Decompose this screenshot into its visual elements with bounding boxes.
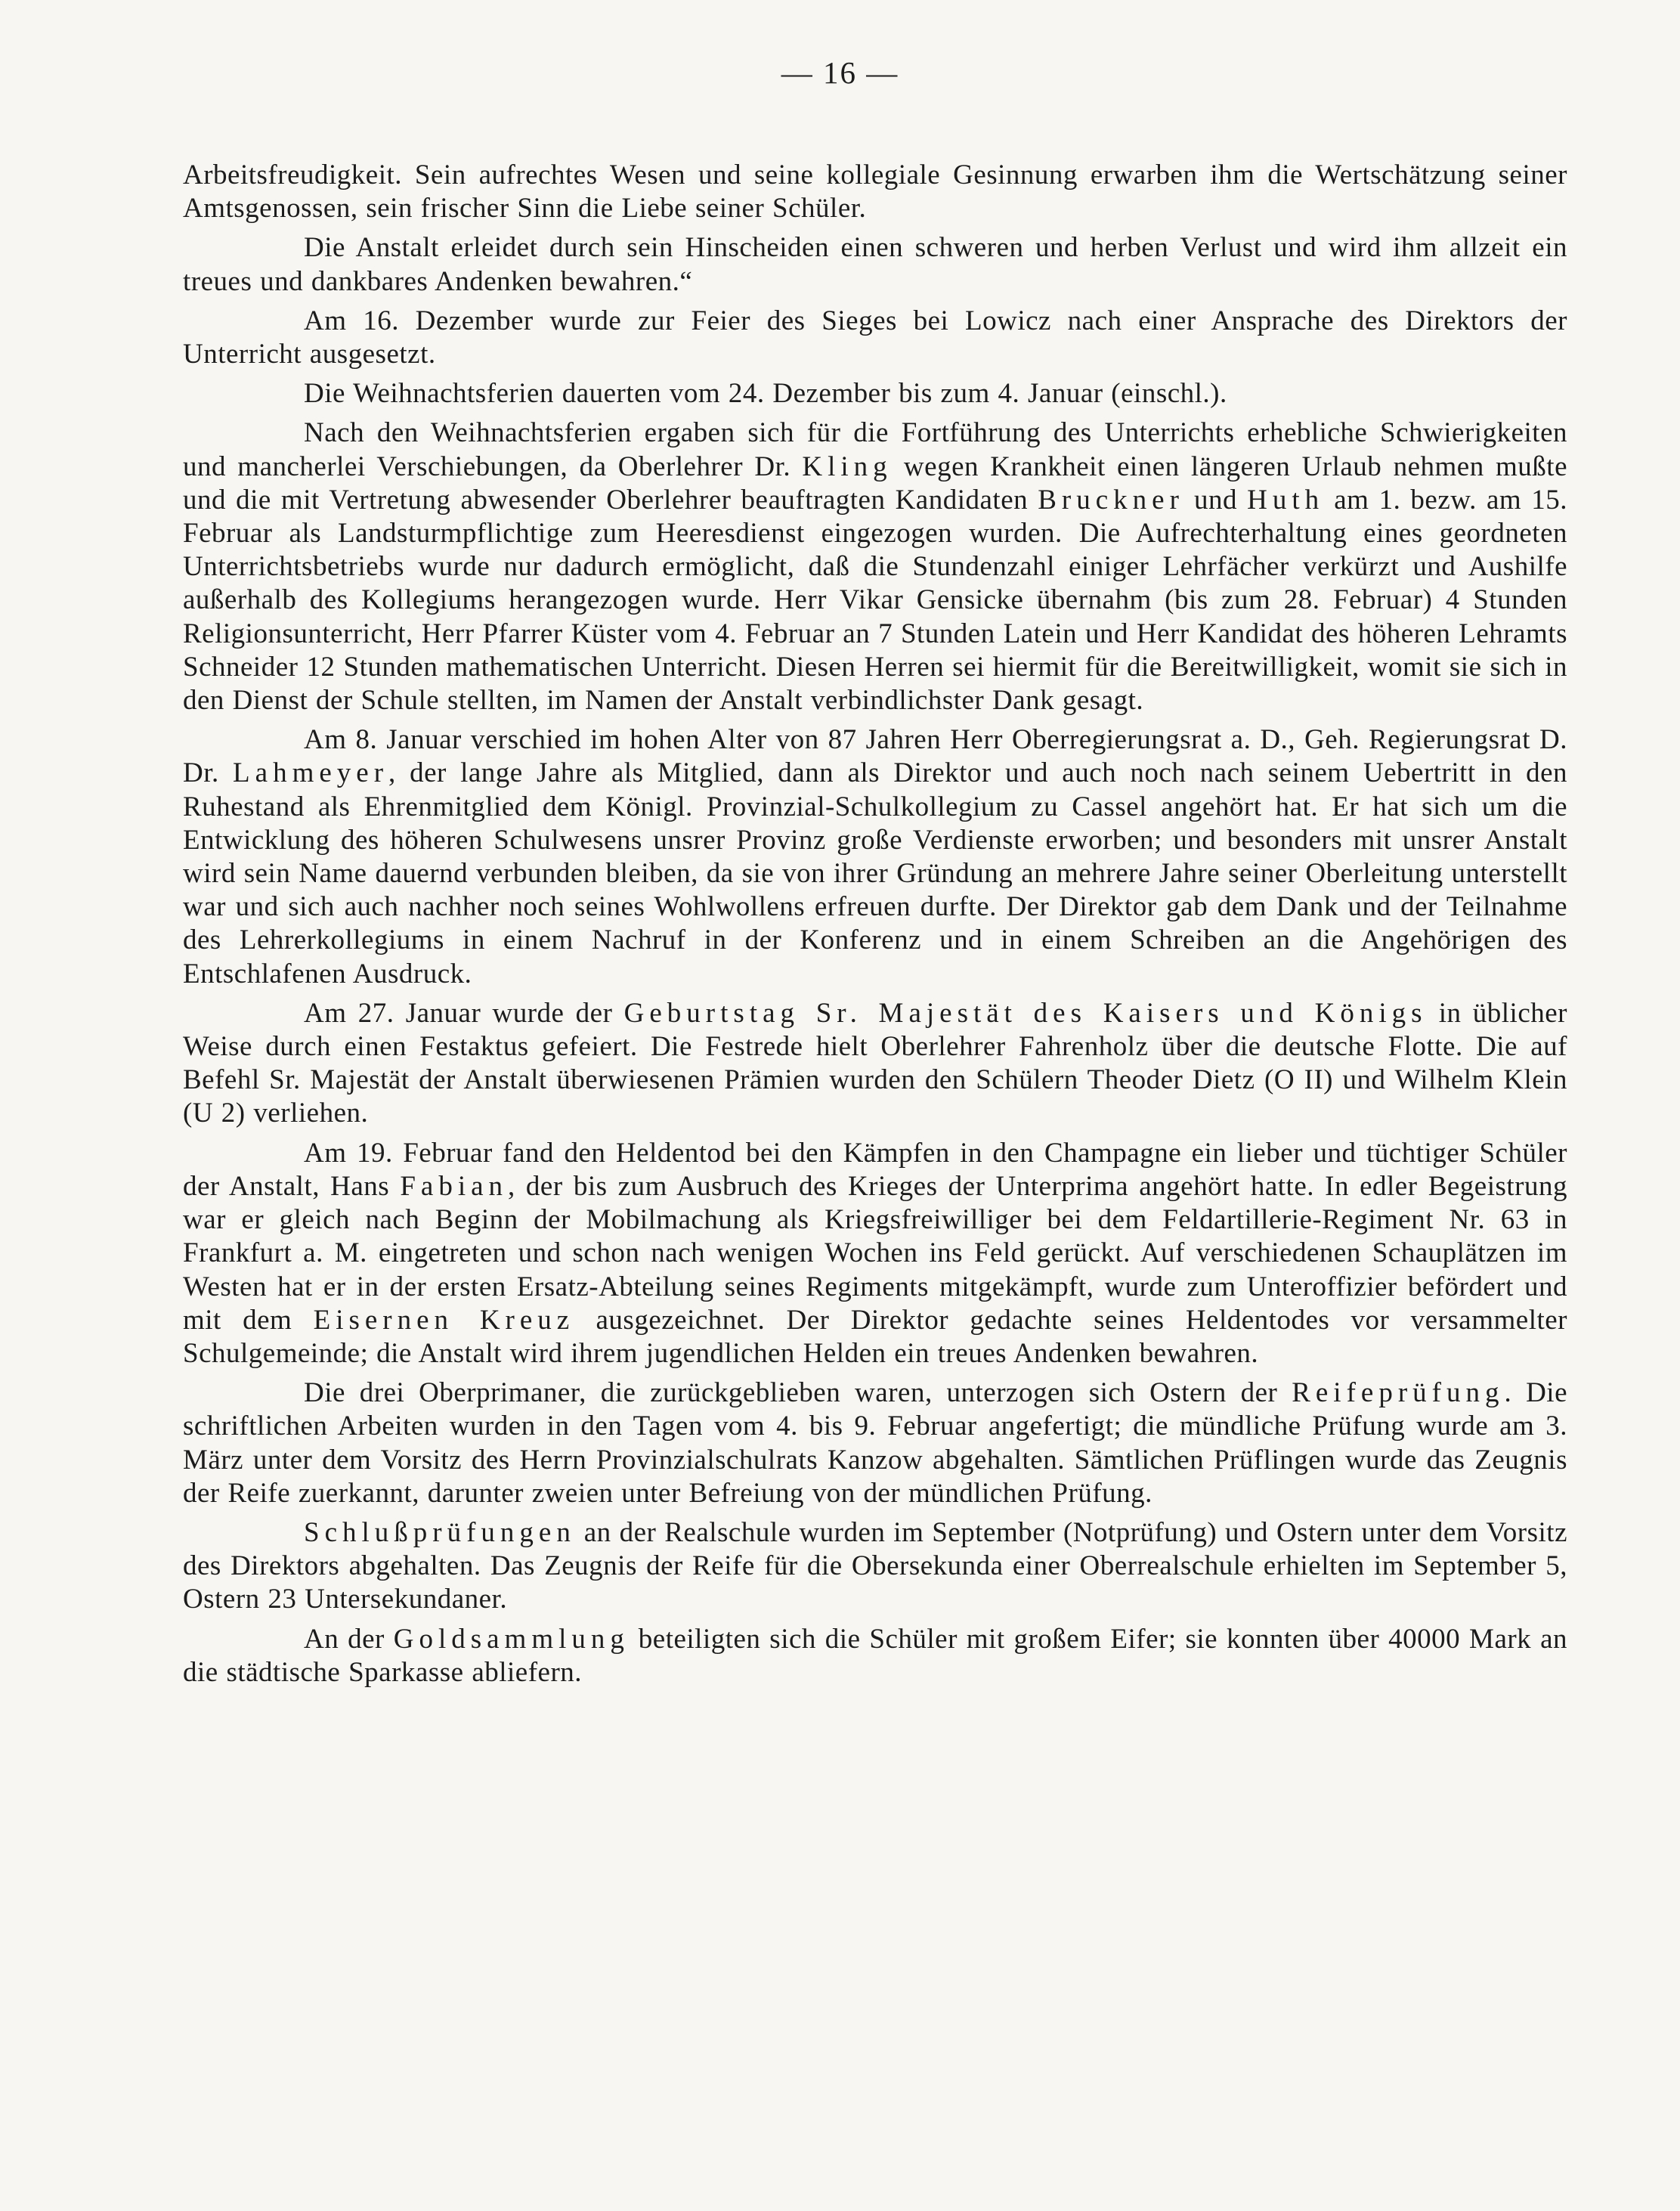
paragraph: [183, 723, 1567, 991]
text-segment: in üblicher Weise durch einen Festaktus gefeiert. Die Festrede hielt Oberlehrer Fahrenholz über die deutsche Flotte. Die auf Befehl Sr. Majestät der Anstalt überwiesenen Prämien wurden den Schülern Theoder Dietz (O II) und Wilhelm Klein (U 2) verliehen.: [183, 997, 1567, 1129]
text-segment: an der Realschule wurden im September (Notprüfung) und Ostern unter dem Vorsitz des Direktors abgehalten. Das Zeugnis der Reife für die Obersekunda einer Oberrealschule erhielten im September 5, Ostern 23 Untersekundaner.: [183, 1516, 1567, 1615]
paragraph: [183, 1516, 1567, 1617]
spaced-name: Bruckner: [1038, 484, 1184, 516]
text-segment: Die Weihnachtsferien dauerten vom 24. Dezember bis zum 4. Januar (einschl.).: [304, 378, 1227, 410]
paragraph: [183, 1623, 1567, 1689]
paragraph: [183, 159, 1567, 225]
text-segment: wegen Krankheit einen längeren Urlaub nehmen mußte und die mit Vertretung abwesender Oberlehrer beauftragten Kandidaten: [183, 451, 1567, 516]
text-segment: Die Anstalt erleidet durch sein Hinscheiden einen schweren und herben Verlust und wird ihm allzeit ein treues und dankbares Andenken bewahren.“: [183, 232, 1567, 297]
spaced-term: Goldsammlung: [393, 1623, 630, 1655]
spaced-phrase: Eisernen Kreuz: [313, 1304, 575, 1336]
paragraph: [183, 1137, 1567, 1370]
spaced-term: Schlußprüfungen: [304, 1516, 576, 1548]
text-segment: Arbeitsfreudigkeit. Sein aufrechtes Wesen und seine kollegiale Gesinnung erwarben ihm die Wertschätzung seiner Amtsgenossen, sein frischer Sinn die Liebe seiner Schüler.: [183, 159, 1567, 225]
text-segment: . Die schriftlichen Arbeiten wurden in den Tagen vom 4. bis 9. Februar angefertigt; die mündliche Prüfung wurde am 3. März unter dem Vorsitz des Herrn Provinzialschulrats Kanzow abgehalten. Sämtlichen Prüflingen wurde das Zeugnis der Reife zuerkannt, darunter zweien unter Befreiung von der mündlichen Prüfung.: [183, 1377, 1567, 1509]
text-segment: beteiligten sich die Schüler mit großem Eifer; sie konnten über 40000 Mark an die städtische Sparkasse abliefern.: [183, 1623, 1567, 1688]
paragraph: [183, 1376, 1567, 1510]
text-segment: An der: [304, 1623, 394, 1655]
text-segment: , der lange Jahre als Mitglied, dann als Direktor und auch noch nach seinem Uebertritt in den Ruhestand als Ehrenmitglied dem Königl. Provinzial-Schulkollegium zu Cassel angehört hat. Er hat sich um die Entwicklung des höheren Schulwesens unsrer Provinz große Verdienste erworben; und besonders mit unsrer Anstalt wird sein Name dauernd verbunden bleiben, da sie von ihrer Gründung an mehrere Jahre seiner Oberleitung unterstellt war und sich auch nachher noch seines Wohlwollens erfreuen durfte. Der Direktor gab dem Dank und der Teilnahme des Lehrerkollegiums in einem Nachruf in der Konferenz und in einem Schreiben an die Angehörigen des Entschlafenen Ausdruck.: [183, 757, 1567, 989]
paragraph: [183, 997, 1567, 1131]
spaced-name: Huth: [1247, 484, 1325, 516]
paragraph: [183, 377, 1567, 410]
text-segment: Am 27. Januar wurde der: [304, 997, 624, 1029]
text-segment: Nach den Weihnachtsferien ergaben sich für die Fortführung des Unterrichts erhebliche Schwierigkeiten und mancherlei Verschiebungen, da Oberlehrer Dr.: [183, 417, 1567, 482]
spaced-name: Kling: [802, 451, 893, 482]
text-segment: Am 16. Dezember wurde zur Feier des Sieges bei Lowicz nach einer Ansprache des Direktors der Unterricht ausgesetzt.: [183, 305, 1567, 370]
spaced-name: Lahmeyer: [233, 757, 389, 789]
text-segment: Die drei Oberprimaner, die zurückgeblieben waren, unterzogen sich Ostern der: [304, 1377, 1292, 1409]
page-number: — 16 —: [781, 55, 899, 90]
paragraph: [183, 416, 1567, 717]
text-segment: Am 8. Januar verschied im hohen Alter von 87 Jahren Herr Oberregierungsrat a. D., Geh. Regierungsrat D. Dr.: [183, 724, 1567, 789]
paragraph: [183, 231, 1567, 298]
text-segment: am 1. bezw. am 15. Februar als Landsturmpflichtige zum Heeresdienst eingezogen wurden. Die Aufrechterhaltung eines geordneten Unterrichtsbetriebs wurde nur dadurch ermöglicht, daß die Stundenzahl einiger Lehrfächer verkürzt und Aushilfe außerhalb des Kollegiums herangezogen wurde. Herr Vikar Gensicke übernahm (bis zum 28. Februar) 4 Stunden Religionsunterricht, Herr Pfarrer Küster vom 4. Februar an 7 Stunden Latein und Herr Kandidat des höheren Lehramts Schneider 12 Stunden mathematischen Unterricht. Diesen Herren sei hiermit für die Bereitwilligkeit, womit sie sich in den Dienst der Schule stellten, im Namen der Anstalt verbindlichster Dank gesagt.: [183, 484, 1568, 717]
spaced-phrase: Geburtstag Sr. Majestät des Kaisers und Königs: [623, 997, 1428, 1029]
text-segment: Am 19. Februar fand den Heldentod bei den Kämpfen in den Champagne ein lieber und tüchtiger Schüler der Anstalt, Hans: [183, 1137, 1567, 1202]
body-text: [183, 159, 1567, 1695]
text-segment: ausgezeichnet. Der Direktor gedachte seines Heldentodes vor versammelter Schulgemeinde; die Anstalt wird ihrem jugendlichen Helden ein treues Andenken bewahren.: [183, 1304, 1567, 1369]
spaced-name: Fabian: [400, 1170, 509, 1202]
text-segment: und: [1183, 484, 1248, 516]
paragraph: [183, 305, 1567, 371]
spaced-term: Reifeprüfung: [1292, 1377, 1505, 1409]
text-segment: , der bis zum Ausbruch des Krieges der Unterprima angehört hatte. In edler Begeistrung war er gleich nach Beginn der Mobilmachung als Kriegsfreiwilliger bei dem Feldartillerie-Regiment Nr. 63 in Frankfurt a. M. eingetreten und schon nach wenigen Wochen ins Feld gerückt. Auf verschiedenen Schauplätzen im Westen hat er in der ersten Ersatz-Abteilung seines Regiments mitgekämpft, wurde zum Unteroffizier befördert und mit dem: [183, 1170, 1568, 1336]
